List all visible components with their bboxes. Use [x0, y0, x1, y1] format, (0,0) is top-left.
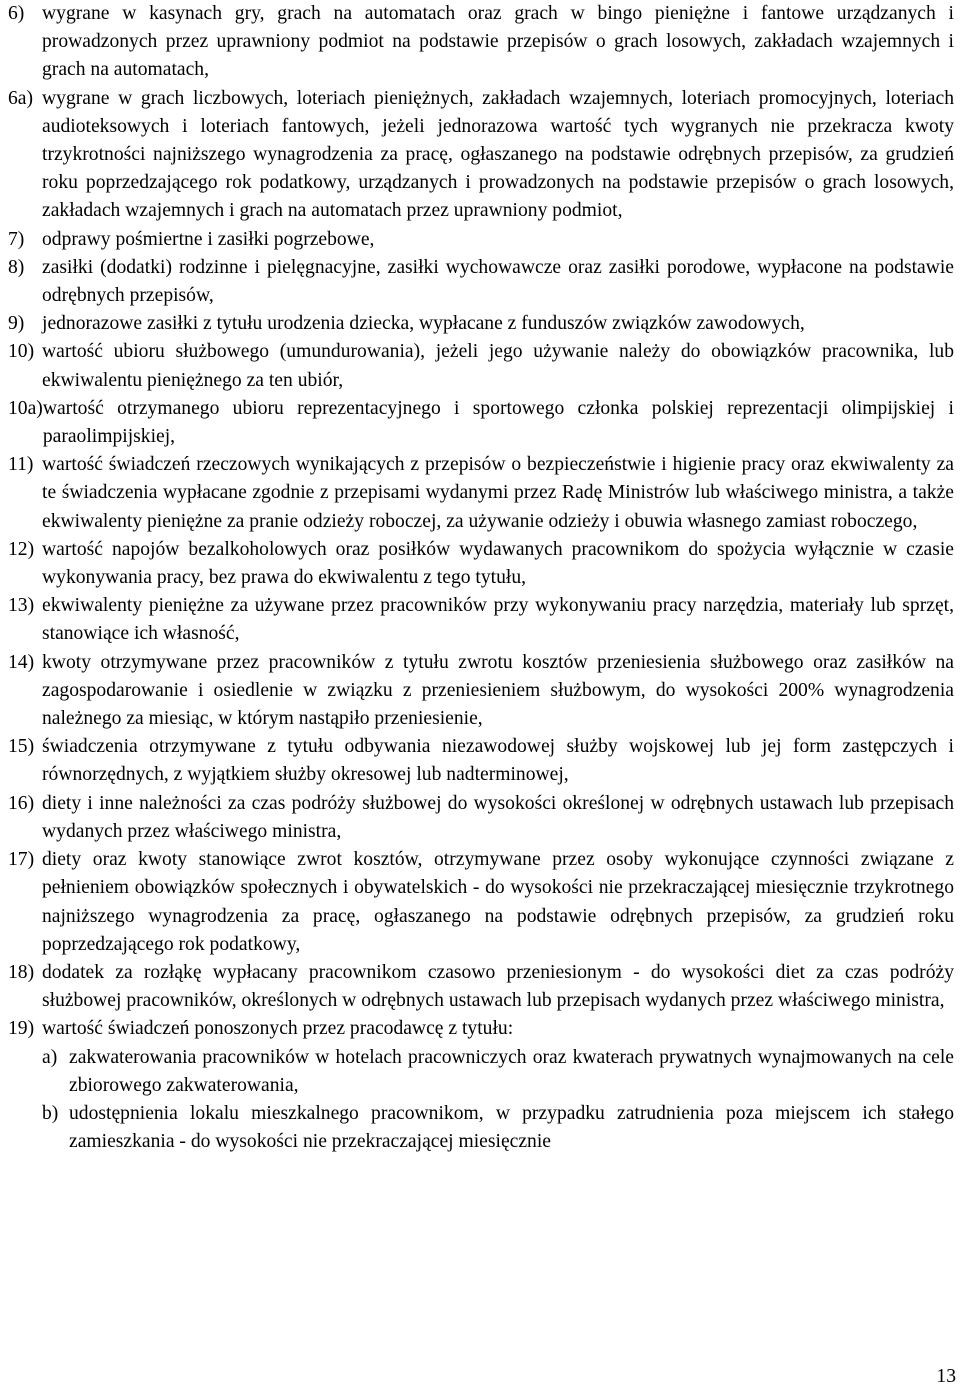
- item-text: jednorazowe zasiłki z tytułu urodzenia dziecka, wypłacane z funduszów związków zawodowych,: [42, 313, 805, 335]
- item-number: 10): [8, 341, 35, 363]
- item-number: 9): [8, 313, 25, 335]
- item-number: 15): [8, 736, 35, 758]
- item-text: diety i inne należności za czas podróży służbowej do wysokości określonej w odrębnych ustawach lub przepisach wydanych przez właściwego ministra,: [42, 792, 954, 842]
- list-item-18: [8, 959, 960, 1015]
- item-text: wartość świadczeń ponoszonych przez pracodawcę z tytułu:: [42, 1018, 514, 1040]
- sub-item-text: udostępnienia lokalu mieszkalnego pracownikom, w przypadku zatrudnienia poza miejscem ich stałego zamieszkania - do wysokości nie przekraczającej miesięcznie: [69, 1102, 954, 1153]
- list-item-9: [8, 310, 960, 338]
- list-item-16: [8, 790, 960, 846]
- item-number: 11): [8, 454, 34, 476]
- sub-item-a: [42, 1044, 960, 1100]
- item-number: 8): [8, 256, 25, 278]
- item-text: wartość świadczeń rzeczowych wynikających z przepisów o bezpieczeństwie i higienie pracy oraz ekwiwalenty za te świadczenia wypłacane zgodnie z przepisami wydanymi przez Radę Ministrów lub właściwego ministra, a także ekwiwalenty pieniężne za pranie odzieży roboczej, za używanie odzieży i obuwia własnego zamiast roboczego,: [42, 454, 954, 532]
- item-text: wartość ubioru służbowego (umundurowania), jeżeli jego używanie należy do obowiązków pracownika, lub ekwiwalentu pieniężnego za ten ubiór,: [42, 341, 954, 391]
- item-number: 16): [8, 792, 35, 814]
- item-text: ekwiwalenty pieniężne za używane przez pracowników przy wykonywaniu pracy narzędzia, materiały lub sprzęt, stanowiące ich własność,: [42, 595, 954, 645]
- item-number: 6): [8, 3, 25, 24]
- page-number: 13: [936, 1366, 956, 1387]
- list-item-12: [8, 536, 960, 592]
- list-item-15: [8, 733, 960, 789]
- list-item-19: [8, 1015, 960, 1043]
- item-number: 14): [8, 651, 35, 673]
- list-item-7: [8, 226, 960, 254]
- item-text: diety oraz kwoty stanowiące zwrot kosztów, otrzymywane przez osoby wykonujące czynności związane z pełnieniem obowiązków społecznych i obywatelskich - do wysokości nie przekraczającej miesięcznie trzykrotnego najniższego wynagrodzenia za pracę, ogłaszanego na podstawie odrębnych przepisów, za grudzień roku poprzedzającego rok podatkowy,: [42, 849, 954, 955]
- item-text: wygrane w kasynach gry, grach na automatach oraz grach w bingo pieniężne i fantowe urządzanych i prowadzonych przez uprawniony podmiot na podstawie przepisów o grach losowych, zakładach wzajemnych i grach na automatach,: [42, 3, 954, 81]
- item-text: odprawy pośmiertne i zasiłki pogrzebowe,: [42, 228, 375, 250]
- list-item-17: [8, 846, 960, 959]
- list-item-8: [8, 254, 960, 310]
- item-number: 12): [8, 538, 35, 560]
- item-number: 10a): [8, 397, 43, 419]
- list-item-10a: [8, 395, 960, 451]
- sub-item-b: [42, 1100, 960, 1156]
- item-text: świadczenia otrzymywane z tytułu odbywania niezawodowej służby wojskowej lub jej form zastępczych i równorzędnych, z wyjątkiem służby okresowej lub nadterminowej,: [42, 736, 954, 786]
- sub-item-letter: b): [42, 1102, 59, 1124]
- item-text: zasiłki (dodatki) rodzinne i pielęgnacyjne, zasiłki wychowawcze oraz zasiłki porodowe, wypłacone na podstawie odrębnych przepisów,: [42, 256, 954, 307]
- item-text: wartość napojów bezalkoholowych oraz posiłków wydawanych pracownikom do spożycia wyłącznie w czasie wykonywania pracy, bez prawa do ekwiwalentu z tego tytułu,: [42, 538, 954, 589]
- item-number: 18): [8, 961, 35, 983]
- item-number: 6a): [8, 87, 34, 109]
- list-item-11: [8, 451, 960, 536]
- sub-item-letter: a): [42, 1046, 58, 1068]
- list-item-10: [8, 338, 960, 394]
- list-item-13: [8, 592, 960, 648]
- item-text: wygrane w grach liczbowych, loteriach pieniężnych, zakładach wzajemnych, loteriach promocyjnych, loteriach audioteksowych i loteriach fantowych, jeżeli jednorazowa wartość tych wygranych nie przekracza kwoty trzykrotności najniższego wynagrodzenia za pracę, ogłaszanego na podstawie odrębnych przepisów, za grudzień roku poprzedzającego rok podatkowy, urządzanych i prowadzonych na podstawie przepisów o grach losowych, zakładach wzajemnych i grach na automatach przez uprawniony podmiot,: [42, 87, 954, 222]
- item-number: 19): [8, 1018, 35, 1040]
- list-item-14: [8, 649, 960, 734]
- list-item-6: [8, 0, 960, 85]
- sub-item-text: zakwaterowania pracowników w hotelach pracowniczych oraz kwaterach prywatnych wynajmowanych na cele zbiorowego zakwaterowania,: [69, 1046, 954, 1096]
- item-number: 7): [8, 228, 25, 250]
- item-text: kwoty otrzymywane przez pracowników z tytułu zwrotu kosztów przeniesienia służbowego oraz zasiłków na zagospodarowanie i osiedlenie w związku z przeniesieniem służbowym, do wysokości 200% wynagrodzenia należnego za miesiąc, w którym nastąpiło przeniesienie,: [42, 651, 954, 730]
- list-item-6a: [8, 85, 960, 226]
- item-text: dodatek za rozłąkę wypłacany pracownikom czasowo przeniesionym - do wysokości diet za czas podróży służbowej pracowników, określonych w odrębnych ustawach lub przepisach wydanych przez właściwego ministra,: [42, 961, 954, 1012]
- item-number: 17): [8, 849, 35, 871]
- item-text: wartość otrzymanego ubioru reprezentacyjnego i sportowego członka polskiej reprezentacji olimpijskiej i paraolimpijskiej,: [42, 397, 954, 448]
- item-number: 13): [8, 595, 35, 617]
